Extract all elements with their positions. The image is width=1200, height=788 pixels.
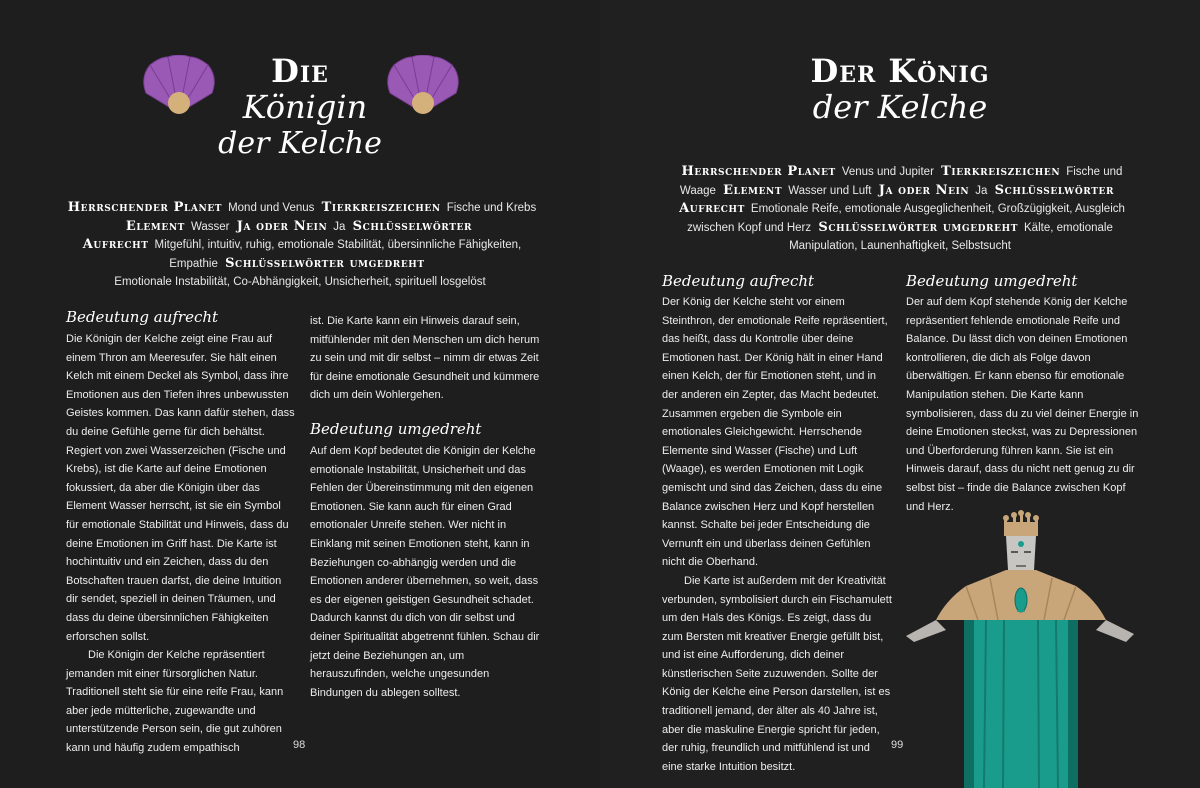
heading-reversed: Bedeutung umgedreht	[310, 420, 482, 438]
attr-label: Schlüsselwörter	[352, 218, 473, 234]
paragraph: Auf dem Kopf bedeutet die Königin der Kelche emotionale Instabilität, Unsicherheit und das Fehlen der Übereinstimmung mit den eigenen Emotionen. Sie kann auch für einen Grad emotionaler Unreife stehen. Wer nicht in Einklang mit seinen Emotionen steht, kann in Beziehungen co-abhängig werden und die Emotionen anderer übernehmen, so weit, dass es der eigenen geistigen Gesundheit schadet. Dadurch kannst du dich von dir selbst und deiner Spiritualität abgetrennt fühlen. Schau dir jetzt deine Beziehungen an, um herauszufinden, welche ungesunden Bindungen du ablegen solltest.	[310, 445, 540, 699]
attr-label: Schlüsselwörter	[994, 182, 1115, 198]
attr-label: Herrschender Planet	[681, 164, 836, 179]
text-column-2b	[310, 442, 540, 702]
shell-icon	[384, 55, 462, 117]
text-column-2	[906, 293, 1142, 516]
attr-label: Schlüsselwörter umgedreht	[818, 219, 1018, 235]
attr-label: Schlüsselwörter umgedreht	[225, 255, 425, 271]
page-number: 99	[891, 739, 904, 751]
page-title-line3: der Kelche	[218, 126, 382, 161]
attr-value: Venus und Jupiter	[841, 166, 934, 178]
card-attributes	[60, 199, 540, 292]
attr-value: Fische und Waage	[679, 166, 1123, 197]
attr-label: Tierkreiszeichen	[321, 200, 441, 215]
attr-label: Tierkreiszeichen	[941, 164, 1061, 179]
attr-label: Herrschender Planet	[67, 200, 223, 215]
card-attributes	[662, 163, 1138, 256]
attr-value: Mond und Venus	[228, 202, 315, 214]
attr-label: Ja oder Nein	[878, 182, 970, 198]
paragraph: Die Karte ist außerdem mit der Kreativität verbunden, symbolisiert durch ein Fischamulett um den Hals des Königs. Es zeigt, dass du zum Bersten mit kreativer Energie gefüllt bist, und ist eine Aufforderung, dich deiner künstlerischen Seite zuzuwenden. Sollte der König der Kelche eine Person darstellen, ist es traditionell jemand, der älter als 40 Jahre ist, aber die maskuline Energie spricht für jeden, der ruhig, freundlich und mitfühlend ist und eine starke Intuition besitzt.	[662, 574, 892, 773]
attr-label: Aufrecht	[679, 201, 745, 216]
heading-reversed: Bedeutung umgedreht	[906, 272, 1078, 290]
paragraph: ist. Die Karte kann ein Hinweis darauf sein, mitfühlender mit den Menschen um dich herum zu sein und mit dir selbst – nimm dir etwas Zeit für deine emotionale Gesundheit und kümmere dich um dein Wohlergehen.	[310, 315, 540, 402]
attr-value: Kälte, emotionale Manipulation, Launenhaftigkeit, Selbstsucht	[789, 221, 1113, 252]
page-number: 98	[293, 739, 306, 751]
attr-value: Ja	[975, 184, 988, 197]
page-title-line2: Königin	[242, 88, 368, 126]
right-page	[600, 0, 1200, 788]
shell-icon	[140, 55, 218, 117]
attr-value: Emotionale Instabilität, Co-Abhängigkeit, Unsicherheit, spirituell losgelöst	[114, 276, 486, 288]
attr-label: Element	[125, 218, 185, 234]
paragraph: Die Königin der Kelche repräsentiert jemanden mit einer fürsorglichen Natur. Traditionell steht sie für eine reife Frau, kann aber jede mütterliche, zugewandte und unterstützende Person sein, die gut zuhören kann und häufig zudem empathisch	[66, 649, 284, 755]
page-title-line2: der Kelche	[812, 88, 988, 126]
text-column-1	[662, 293, 892, 776]
paragraph: Die Königin der Kelche zeigt eine Frau auf einem Thron am Meeresufer. Sie hält einen Kelch mit einem Deckel als Symbol, dass ihre Emotionen aus den Tiefen ihres unbewussten Geistes kommen. Das kann dafür stehen, dass du deine Gefühle gerne für dich behältst. Regiert von zwei Wasserzeichen (Fische und Krebs), ist die Karte auf deine Emotionen fokussiert, da aber die Königin über das Element Wasser herrscht, ist sie ein Symbol für emotionale Stabilität und Hinweis, dass du deine Emotionen im Griff hast. Die Karte ist hochintuitiv und ein Zeichen, dass du den Botschaften trauen darfst, die deine Intuition dir sendet, speziell in deinen Träumen, und dass du deine übersinnlichen Fähigkeiten erforschen sollst.	[66, 333, 295, 643]
attr-label: Ja oder Nein	[236, 218, 328, 234]
king-figure-icon	[906, 508, 1136, 788]
heading-upright: Bedeutung aufrecht	[66, 308, 219, 326]
text-column-1	[66, 330, 296, 758]
page-title: Die	[271, 52, 329, 90]
attr-value: Fische und Krebs	[446, 202, 537, 214]
attr-value: Ja	[333, 220, 346, 233]
attr-label: Element	[723, 182, 783, 198]
paragraph: Der König der Kelche steht vor einem Steinthron, der emotionale Reife repräsentiert, das heißt, dass du Kontrolle über deine Emotionen hast. Der König hält in einer Hand einen Kelch, der für Emotionen steht, und in der anderen ein Zepter, das Macht bedeutet. Zusammen ergeben die Symbole ein emotionales Gleichgewicht. Herrschende Elemente sind Wasser (Fische) und Luft (Waage), es werden Emotionen mit Logik gemischt und sind das Zeichen, dass du eine Balance zwischen Herz und Kopf herstellen kannst. Schalte bei jeder Entscheidung die Vernunft ein und überlass deinen Gefühlen nicht die Oberhand.	[662, 296, 888, 569]
text-column-2	[310, 312, 540, 405]
attr-label: Aufrecht	[82, 237, 149, 252]
attr-value: Wasser	[190, 220, 230, 233]
attr-value: Mitgefühl, intuitiv, ruhig, emotionale Stabilität, übersinnliche Fähigkeiten, Empathie	[154, 239, 522, 270]
attr-value: Emotionale Reife, emotionale Ausgeglichenheit, Großzügigkeit, Ausgleich zwischen Kopf und Herz	[687, 203, 1125, 234]
paragraph: Der auf dem Kopf stehende König der Kelche repräsentiert fehlende emotionale Reife und Balance. Du lässt dich von deinen Emotionen kontrollieren, die dich als Folge davon überwältigen. Er kann ebenso für emotionale Manipulation stehen. Die Karte kann symbolisieren, dass du zu viel deiner Energie in deine Emotionen steckst, was zu Depressionen und Überforderung führen kann. Sie ist ein Hinweis darauf, dass du nicht nett genug zu dir selbst bist – finde die Balance zwischen Kopf und Herz.	[906, 296, 1139, 513]
heading-upright: Bedeutung aufrecht	[662, 272, 815, 290]
page-title: Der König	[810, 52, 990, 90]
attr-value: Wasser und Luft	[788, 184, 872, 197]
